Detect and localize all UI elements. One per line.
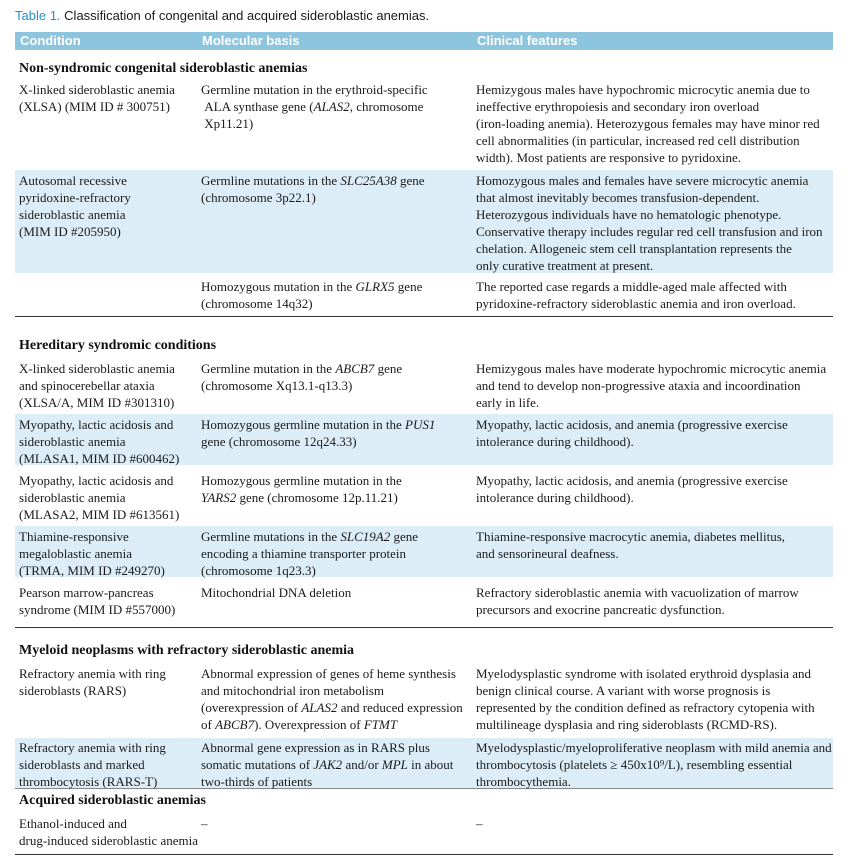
cell-clinical-features: Myopathy, lactic acidosis, and anemia (progressive exercise intolerance during childhood). [476, 473, 788, 505]
header-clinical-features: Clinical features [477, 33, 578, 48]
caption-label: Table 1. [15, 8, 61, 23]
cell-clinical-features: Homozygous males and females have severe microcytic anemia that almost inevitably becomes transfusion-dependent. Heterozygous individuals have no hematologic phenotype. Conservative therapy includes regular red cell transfusion and iron chelation. Allogeneic stem cell transplantation represents the only curative treatment at present. [476, 173, 823, 273]
header-condition: Condition [20, 33, 81, 48]
cell-condition: Ethanol-induced and drug-induced sideroblastic anemia [19, 816, 199, 848]
cell-molecular-basis: Germline mutation in the erythroid-specific ALA synthase gene (ALAS2, chromosome Xp11.21) [201, 82, 428, 131]
cell-molecular-basis: Homozygous germline mutation in the YARS2 gene (chromosome 12p.11.21) [201, 473, 402, 505]
section-heading: Hereditary syndromic conditions [19, 338, 217, 353]
cell-clinical-features: Hemizygous males have hypochromic microcytic anemia due to ineffective erythropoiesis and secondary iron overload (iron-loading anemia). Heterozygous females may have minor red cell abnormalities (in particular, increased red cell distribution width). Most patients are responsive to pyridoxine. [476, 82, 820, 165]
cell-molecular-basis: Homozygous germline mutation in the PUS1 gene (chromosome 12q24.33) [201, 417, 436, 449]
section-rule [15, 627, 833, 628]
section-heading: Non-syndromic congenital sideroblastic anemias [19, 61, 308, 76]
cell-molecular-basis: Germline mutation in the ABCB7 gene (chromosome Xq13.1-q13.3) [201, 361, 403, 393]
section-heading: Myeloid neoplasms with refractory sideroblastic anemia [19, 643, 355, 658]
cell-molecular-basis: Homozygous mutation in the GLRX5 gene (chromosome 14q32) [201, 279, 423, 311]
cell-molecular-basis: Germline mutations in the SLC19A2 gene encoding a thiamine transporter protein (chromosome 1q23.3) [201, 529, 419, 578]
cell-molecular-basis: Germline mutations in the SLC25A38 gene (chromosome 3p22.1) [201, 173, 425, 205]
cell-condition: Thiamine-responsive megaloblastic anemia (TRMA, MIM ID #249270) [19, 529, 165, 578]
cell-condition: Myopathy, lactic acidosis and sideroblastic anemia (MLASA1, MIM ID #600462) [19, 417, 180, 466]
cell-clinical-features: The reported case regards a middle-aged male affected with pyridoxine-refractory sideroblastic anemia and iron overload. [476, 279, 796, 311]
section-rule [15, 316, 833, 317]
table-bottom-rule [15, 854, 833, 855]
cell-clinical-features: Myelodysplastic syndrome with isolated erythroid dysplasia and benign clinical course. A variant with worse prognosis is represented by the condition defined as refractory cytopenia with multilineage dysplasia and ring sideroblasts (RCMD-RS). [476, 666, 815, 732]
cell-clinical-features: – [476, 816, 483, 831]
cell-condition: X-linked sideroblastic anemia and spinocerebellar ataxia (XLSA/A, MIM ID #301310) [19, 361, 175, 410]
header-molecular-basis: Molecular basis [202, 33, 300, 48]
cell-condition: Pearson marrow-pancreas syndrome (MIM ID #557000) [19, 585, 176, 617]
cell-clinical-features: Hemizygous males have moderate hypochromic microcytic anemia and tend to develop non-progressive ataxia and incoordination early in life. [476, 361, 827, 410]
cell-condition: Myopathy, lactic acidosis and sideroblastic anemia (MLASA2, MIM ID #613561) [19, 473, 180, 522]
table-header [15, 32, 833, 50]
cell-molecular-basis: Mitochondrial DNA deletion [201, 585, 352, 600]
caption-text: Classification of congenital and acquired sideroblastic anemias. [64, 8, 430, 23]
cell-clinical-features: Myelodysplastic/myeloproliferative neoplasm with mild anemia and thrombocytosis (platelets ≥ 450x10⁹/L), resembling essential thrombocythemia. [476, 740, 832, 789]
cell-condition: Refractory anemia with ring sideroblasts (RARS) [19, 666, 166, 698]
cell-clinical-features: Refractory sideroblastic anemia with vacuolization of marrow precursors and exocrine pancreatic dysfunction. [476, 585, 799, 617]
cell-molecular-basis: Abnormal gene expression as in RARS plus somatic mutations of JAK2 and/or MPL in about two-thirds of patients [201, 740, 454, 789]
cell-molecular-basis: Abnormal expression of genes of heme synthesis and mitochondrial iron metabolism (overexpression of ALAS2 and reduced expression of ABCB7). Overexpression of FTMT [201, 666, 463, 732]
cell-condition: Refractory anemia with ring sideroblasts and marked thrombocytosis (RARS-T) [19, 740, 166, 789]
cell-condition: Autosomal recessive pyridoxine-refractory sideroblastic anemia (MIM ID #205950) [19, 173, 131, 239]
cell-clinical-features: Thiamine-responsive macrocytic anemia, diabetes mellitus, and sensorineural deafness. [476, 529, 786, 561]
table-caption [15, 8, 429, 23]
cell-molecular-basis: – [201, 816, 208, 831]
section-heading: Acquired sideroblastic anemias [19, 793, 206, 808]
cell-condition: X-linked sideroblastic anemia (XLSA) (MIM ID # 300751) [19, 82, 175, 114]
cell-clinical-features: Myopathy, lactic acidosis, and anemia (progressive exercise intolerance during childhood). [476, 417, 788, 449]
